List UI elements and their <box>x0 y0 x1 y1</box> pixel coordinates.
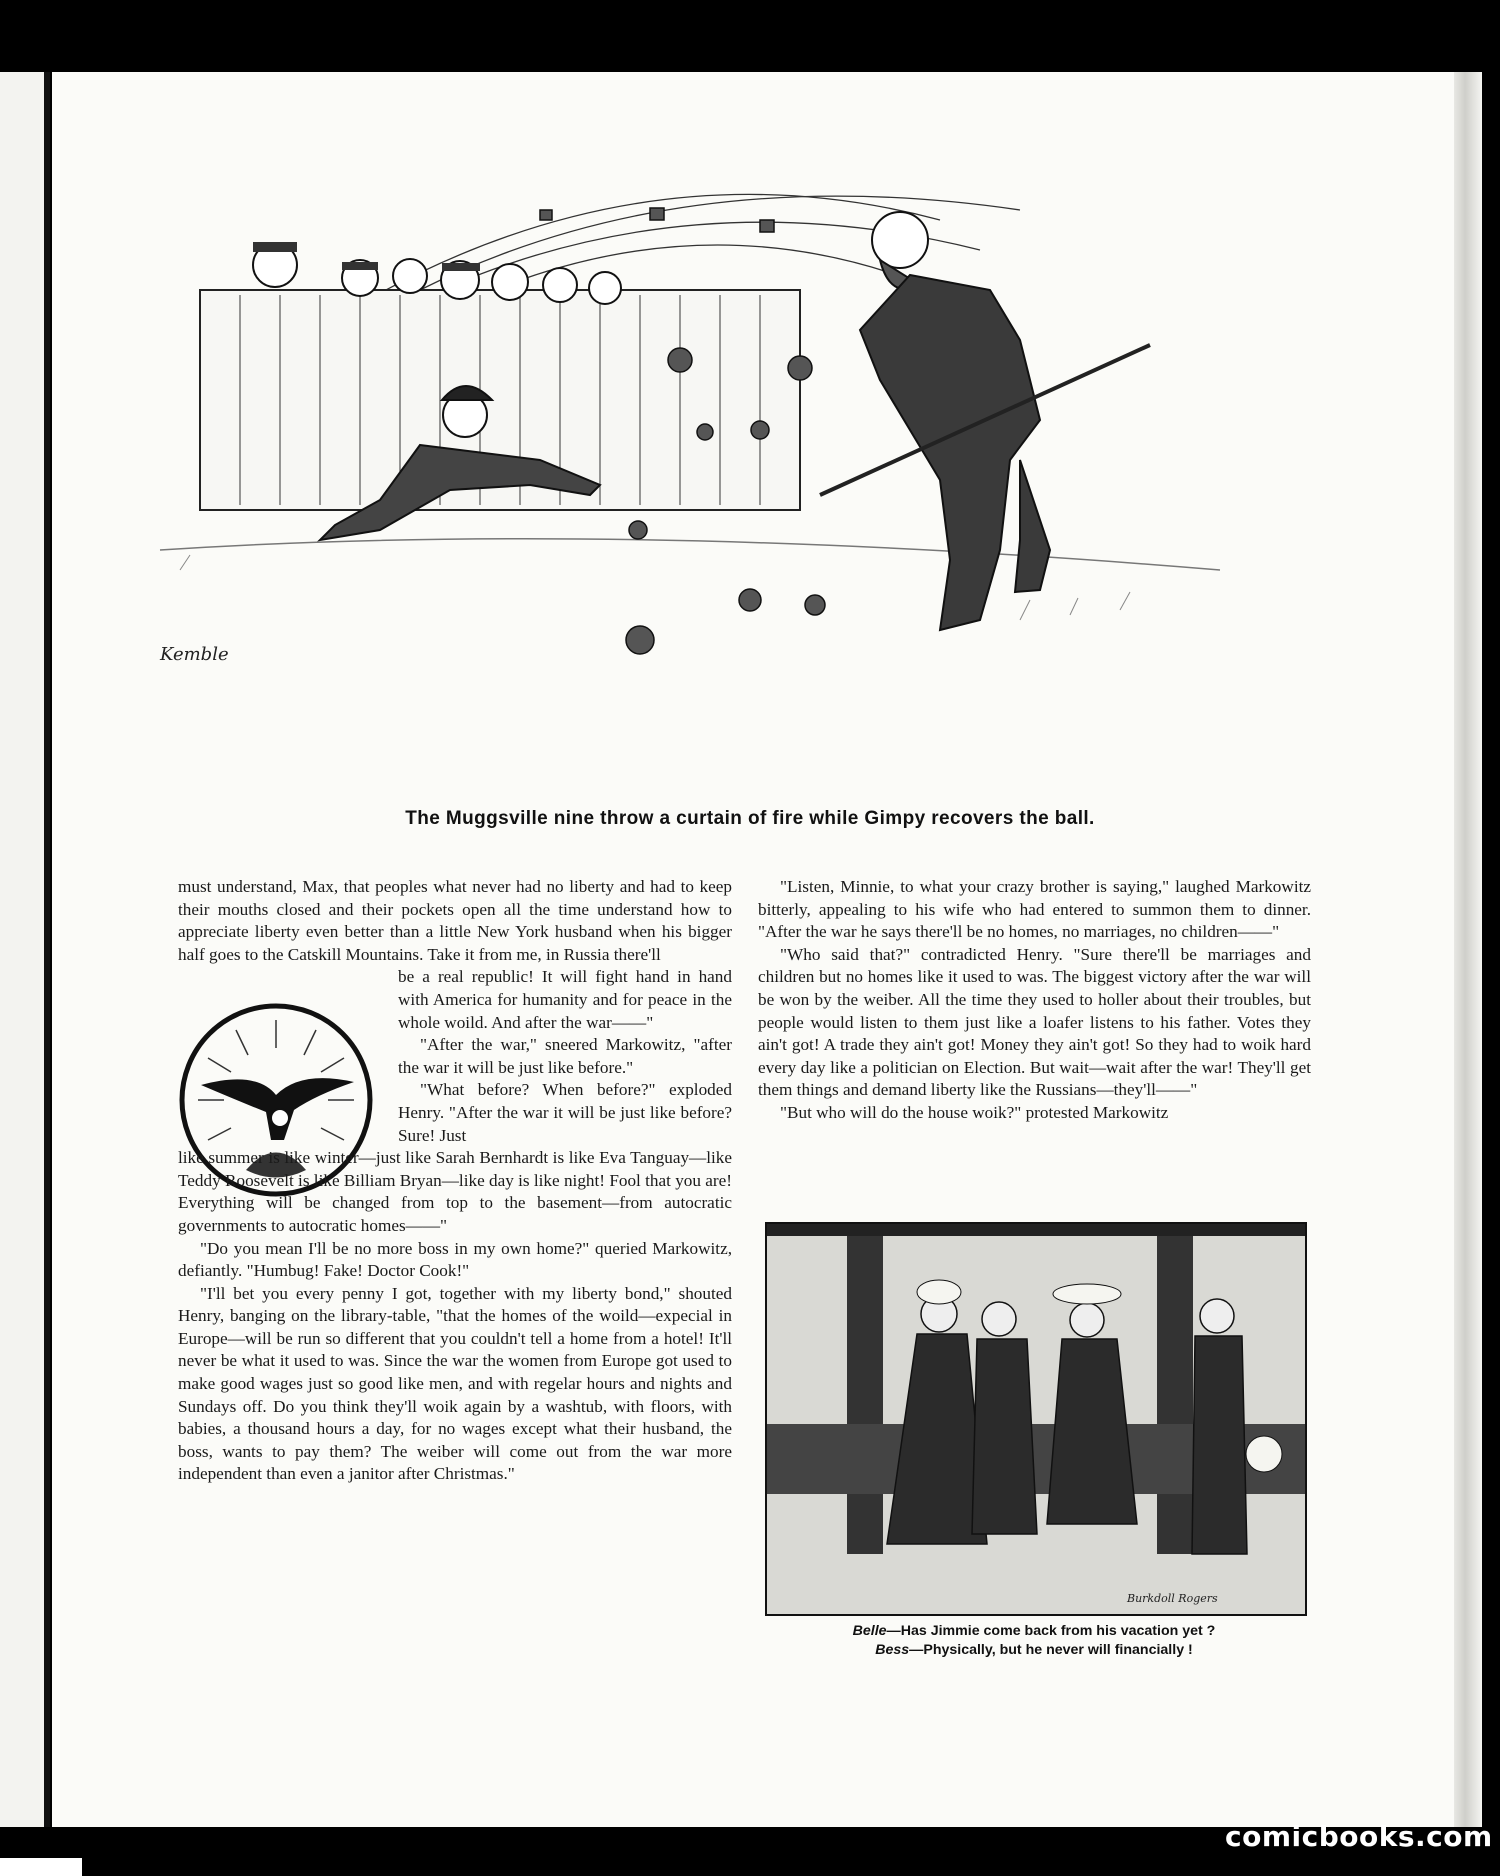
paragraph: "But who will do the house woik?" protested Markowitz <box>780 1102 1169 1122</box>
page-binding-edge <box>1454 72 1482 1827</box>
caption-text: —Physically, but he never will financially ! <box>909 1642 1193 1658</box>
paragraph: be a real republic! It will fight hand in hand with America for humanity and for peace in the whole woild. And after the war——" <box>398 967 732 1032</box>
corner-scan-tag <box>0 1858 82 1876</box>
illustration-caption: The Muggsville nine throw a curtain of fire while Gimpy recovers the ball. <box>405 808 1095 829</box>
article-column-left <box>178 876 732 1486</box>
photo-caption <box>765 1622 1303 1660</box>
speaker-name: Bess <box>875 1642 910 1658</box>
cartoon-illustration <box>120 100 1340 800</box>
text-wrap-around-emblem <box>398 966 732 1147</box>
paragraph: "Do you mean I'll be no more boss in my own home?" queried Markowitz, defiantly. "Humbug! Fake! Doctor Cook!" <box>178 1238 732 1281</box>
paragraph: like summer is like winter—just like Sarah Bernhardt is like Eva Tanguay—like Teddy Roosevelt is like Billiam Bryan—like day is like night! Fool that you are! Everything will be changed from top to the basement—from autocratic governments to autocratic homes——" <box>178 1148 732 1235</box>
paragraph: "Who said that?" contradicted Henry. "Sure there'll be marriages and children but no homes like it used to was. The biggest victory after the war will be won by the weiber. All the time they used to holler about their troubles, but people would listen to them just like a loafer listens to his father. Votes they ain't got! A trade they ain't got! Money they ain't got! So they had to woik hard every day like a politician on Election. But wait—wait after the war! They'll get them things and demand liberty like the Russians—they'll——" <box>758 944 1311 1100</box>
caption-line <box>765 1622 1303 1641</box>
artist-signature: Kemble <box>160 644 229 665</box>
paragraph: "What before? When before?" exploded Henry. "After the war it will be just like before? Sure! Just <box>398 1080 732 1145</box>
photo-credit: Burkdoll Rogers <box>1127 1592 1218 1605</box>
paragraph: "After the war," sneered Markowitz, "after the war it will be just like before." <box>398 1035 732 1077</box>
site-watermark: comicbooks.com <box>1225 1820 1493 1853</box>
adjacent-page-edge <box>0 72 50 1827</box>
caption-line <box>765 1641 1303 1660</box>
paragraph: "I'll bet you every penny I got, together with my liberty bond," shouted Henry, banging on the library-table, "that the homes of the woild—expecial in Europe—will be run so different that you couldn't tell a home from a hotel! It'll never be what it used to was. Since the war the women from Europe got used to make good wages just so good like men, and with regelar hours and nights and Sundays off. Do you think they'll woik again by a washtub, with floors, with babies, a thousand hours a day, for no wages except what their husband, the boss, wants to pay them? The weiber will come out from the war more independent than even a janitor after Christmas." <box>178 1283 732 1484</box>
cartoon-photo-panel <box>765 1222 1307 1616</box>
paragraph: must understand, Max, that peoples what never had no liberty and had to keep their mouths closed and their pockets open all the time understand how to appreciate liberty even better than a little New York husband when his bigger half goes to the Catskill Mountains. Take it from me, in Russia there'll <box>178 877 732 964</box>
speaker-name: Belle <box>852 1623 887 1639</box>
article-column-right <box>758 876 1311 1125</box>
caption-text: —Has Jimmie come back from his vacation yet ? <box>886 1623 1216 1639</box>
paragraph: "Listen, Minnie, to what your crazy brother is saying," laughed Markowitz bitterly, appealing to his wife who had entered to summon them to dinner. "After the war he says there'll be no homes, no marriages, no children——" <box>758 877 1311 942</box>
